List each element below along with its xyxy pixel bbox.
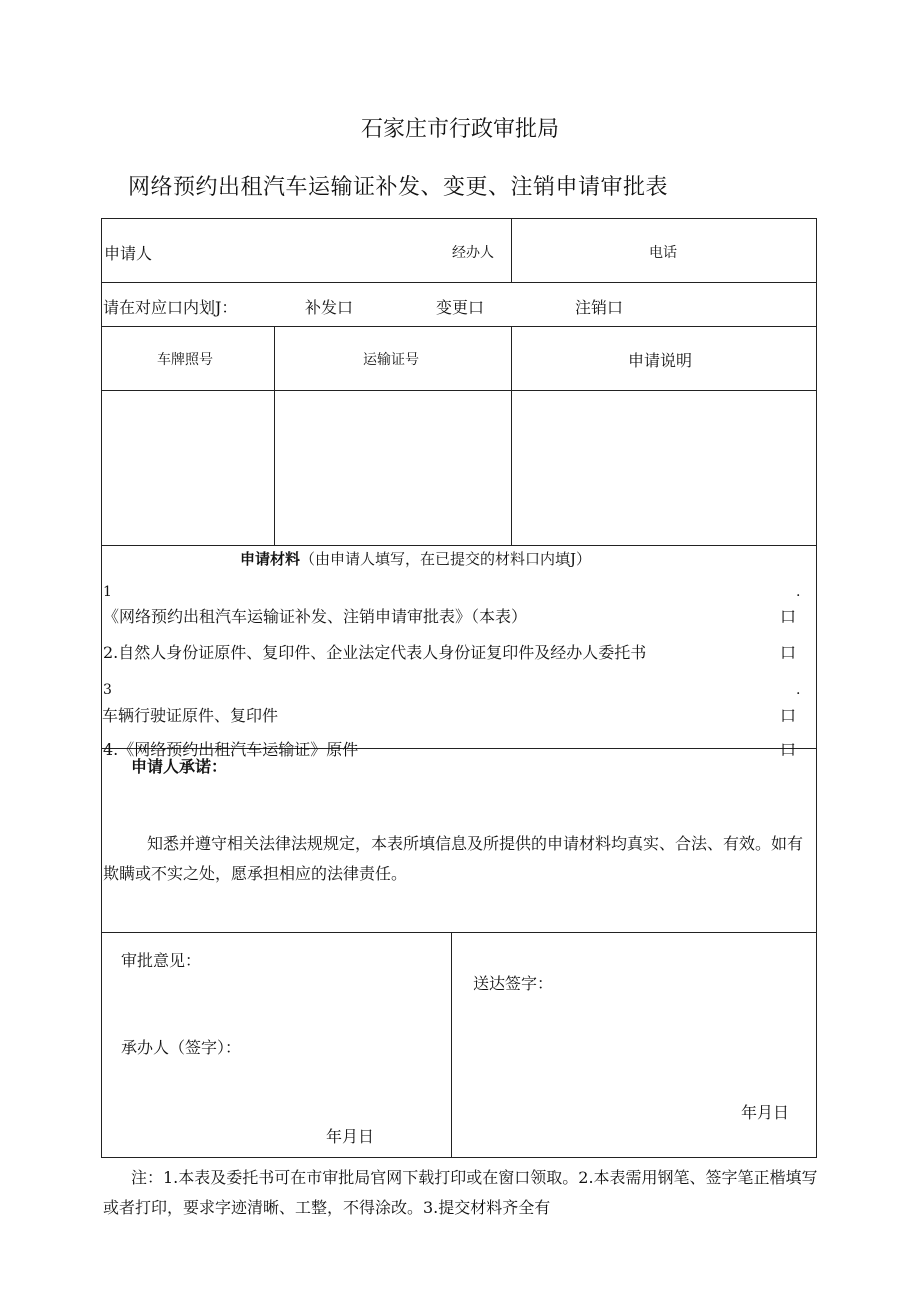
table-border-right bbox=[816, 218, 817, 1158]
material-3-checkbox[interactable]: 口 bbox=[780, 706, 797, 725]
footnote: 注：1.本表及委托书可在市审批局官网下载打印或在窗口领取。2.本表需用钢笔、签字笔正楷填写或者打印，要求字迹清晰、工整，不得涂改。3.提交材料齐全有 bbox=[103, 1168, 818, 1217]
applicant-label: 申请人 bbox=[104, 244, 153, 263]
material-4-checkbox[interactable]: 口 bbox=[780, 740, 797, 759]
application-note-header: 申请说明 bbox=[628, 351, 693, 370]
material-3-number: 3 bbox=[103, 682, 112, 698]
plate-number-cell[interactable] bbox=[102, 391, 274, 545]
option-change[interactable]: 变更口 bbox=[436, 298, 485, 317]
phone-label: 电话 bbox=[649, 245, 677, 261]
plate-number-header: 车牌照号 bbox=[157, 352, 213, 368]
org-title: 石家庄市行政审批局 bbox=[360, 117, 559, 142]
approval-date-right: 年月日 bbox=[741, 1103, 790, 1122]
approval-date-left: 年月日 bbox=[326, 1127, 375, 1146]
permit-number-cell[interactable] bbox=[275, 391, 511, 545]
form-title: 网络预约出租汽车运输证补发、变更、注销申请审批表 bbox=[128, 175, 669, 200]
mark-instruction: 请在对应口内划J： bbox=[103, 298, 238, 317]
col-divider bbox=[511, 218, 512, 282]
option-reissue[interactable]: 补发口 bbox=[305, 298, 354, 317]
material-3-dot: . bbox=[796, 682, 801, 698]
materials-heading-note: （由申请人填写，在已提交的材料口内填J） bbox=[300, 550, 592, 568]
permit-number-header: 运输证号 bbox=[363, 352, 419, 368]
material-1-dot: . bbox=[796, 584, 801, 600]
approval-opinion-label: 审批意见： bbox=[121, 951, 202, 970]
row-divider bbox=[101, 282, 817, 283]
materials-heading-bold: 申请材料 bbox=[240, 550, 301, 568]
material-1-text: 《网络预约出租汽车运输证补发、注销申请审批表》（本表） bbox=[103, 607, 528, 626]
table-border-top bbox=[101, 218, 817, 219]
agent-label: 经办人 bbox=[452, 245, 494, 261]
material-2-text: 2.自然人身份证原件、复印件、企业法定代表人身份证复印件及经办人委托书 bbox=[103, 643, 647, 662]
materials-section bbox=[102, 546, 816, 759]
handler-signature-label: 承办人（签字）： bbox=[121, 1038, 242, 1057]
commitment-text: 知悉并遵守相关法律法规规定，本表所填信息及所提供的申请材料均真实、合法、有效。如有欺瞒或不实之处，愿承担相应的法律责任。 bbox=[103, 834, 804, 883]
row-divider bbox=[101, 326, 817, 327]
material-1-number: 1 bbox=[103, 584, 112, 600]
material-1-checkbox[interactable]: 口 bbox=[780, 607, 797, 626]
commitment-heading: 申请人承诺： bbox=[131, 757, 228, 776]
application-note-cell[interactable] bbox=[512, 391, 816, 545]
material-4-text: 4.《网络预约出租汽车运输证》原件 bbox=[103, 740, 359, 759]
material-3-text: 车辆行驶证原件、复印件 bbox=[102, 706, 279, 725]
material-2-checkbox[interactable]: 口 bbox=[780, 643, 797, 662]
row-divider bbox=[101, 932, 817, 933]
materials-heading bbox=[240, 548, 591, 569]
delivery-signature-label: 送达签字： bbox=[473, 974, 554, 993]
option-cancel[interactable]: 注销口 bbox=[575, 298, 624, 317]
col-divider bbox=[451, 932, 452, 1157]
table-border-bottom bbox=[101, 1157, 817, 1158]
